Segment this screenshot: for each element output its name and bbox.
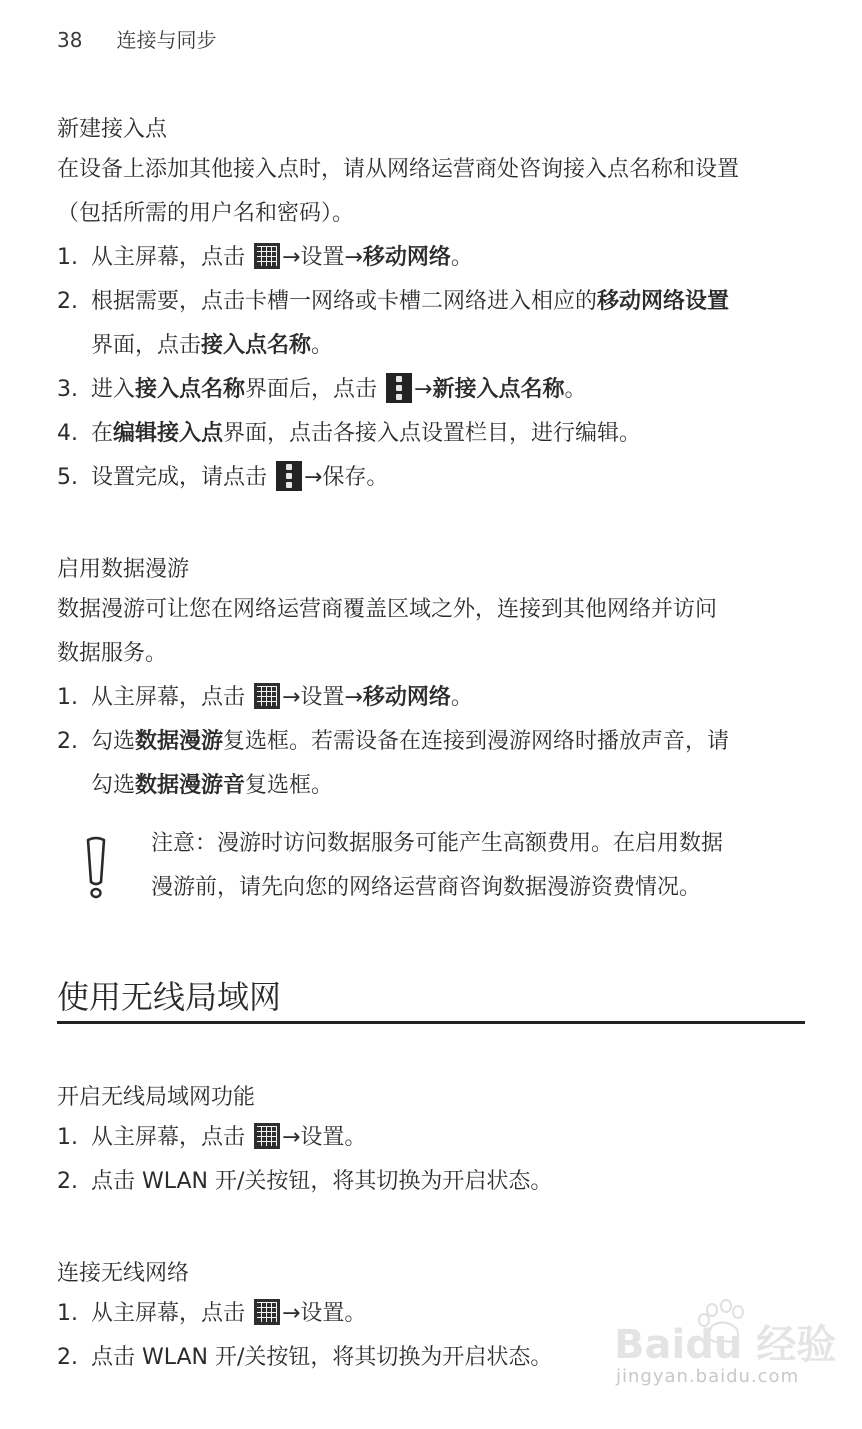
watermark-url: jingyan.baidu.com (616, 1366, 800, 1387)
roaming-intro-line1: 数据漫游可让您在网络运营商覆盖区域之外，连接到其他网络并访问 (57, 597, 718, 622)
svg-text:Baidu 经验: Baidu 经验 (614, 1322, 837, 1368)
wlan-on-title: 开启无线局域网功能 (57, 1085, 256, 1110)
warning-icon (82, 836, 110, 900)
wlan-on-step-1: 1. 从主屏幕，点击 →设置。 (57, 1125, 367, 1150)
apn-intro-line2: （包括所需的用户名和密码）。 (57, 201, 355, 226)
all-apps-icon (254, 243, 280, 269)
note-line1: 注意：漫游时访问数据服务可能产生高额费用。在启用数据 (151, 831, 724, 856)
page-number: 38 (57, 28, 83, 52)
wlan-connect-title: 连接无线网络 (57, 1261, 190, 1286)
apn-step-4: 4. 在编辑接入点界面，点击各接入点设置栏目，进行编辑。 (57, 421, 642, 446)
apn-step-1: 1. 从主屏幕，点击 →设置→移动网络。 (57, 245, 473, 270)
roaming-step-2: 2. 勾选数据漫游复选框。若需设备在连接到漫游网络时播放声音，请 (57, 729, 730, 754)
all-apps-icon (254, 1123, 280, 1149)
all-apps-icon (254, 1299, 280, 1325)
apn-step-5: 5. 设置完成，请点击 →保存。 (57, 456, 388, 500)
wlan-connect-step-1: 1. 从主屏幕，点击 →设置。 (57, 1301, 367, 1326)
apn-step-2-cont: 界面，点击接入点名称。 (91, 333, 334, 358)
roaming-step-1: 1. 从主屏幕，点击 →设置→移动网络。 (57, 685, 473, 710)
all-apps-icon (254, 683, 280, 709)
chapter-title: 连接与同步 (116, 28, 217, 52)
roaming-step-2-cont: 勾选数据漫游音复选框。 (91, 773, 334, 798)
page-header (57, 24, 216, 53)
section-divider (57, 1021, 805, 1024)
menu-icon (386, 373, 412, 403)
apn-title: 新建接入点 (57, 117, 168, 142)
note-line2: 漫游前，请先向您的网络运营商咨询数据漫游资费情况。 (151, 875, 702, 900)
menu-icon (276, 461, 302, 491)
wlan-connect-step-2: 2. 点击 WLAN 开/关按钮，将其切换为开启状态。 (57, 1345, 553, 1370)
apn-step-2: 2. 根据需要，点击卡槽一网络或卡槽二网络进入相应的移动网络设置 (57, 289, 730, 314)
apn-intro-line1: 在设备上添加其他接入点时，请从网络运营商处咨询接入点名称和设置 (57, 157, 740, 182)
wlan-on-step-2: 2. 点击 WLAN 开/关按钮，将其切换为开启状态。 (57, 1169, 553, 1194)
wlan-section-title: 使用无线局域网 (57, 978, 282, 1016)
roaming-intro-line2: 数据服务。 (57, 641, 168, 666)
roaming-title: 启用数据漫游 (57, 557, 190, 582)
apn-step-3: 3. 进入接入点名称界面后，点击 →新接入点名称。 (57, 368, 587, 412)
